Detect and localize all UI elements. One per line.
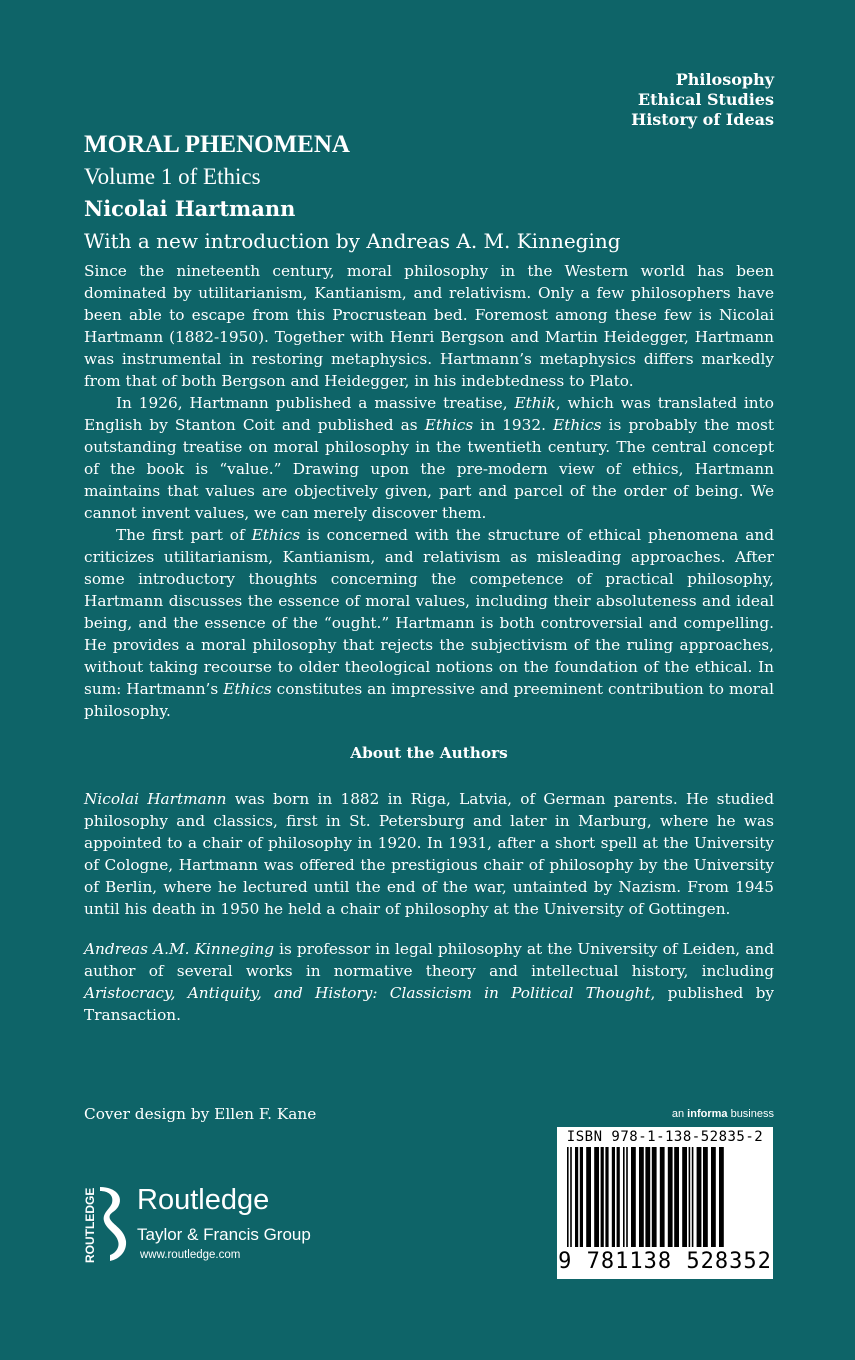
barcode-bar (612, 1147, 615, 1247)
italic-title: Ethics (223, 680, 272, 698)
description-paragraph-1: Since the nineteenth century, moral philosophy in the Western world has been dominated by utilitarianism, Kantianism, and relativism. Only a few philosophers have been able to escape from this Procrustean bed. Foremost among these few is Nicolai Hartmann (1882-1950). Together with Henri Bergson and Martin Heidegger, Hartmann was instrumental in restoring metaphysics. Hartmann’s metaphysics differs markedly from that of both Bergson and Heidegger, in his indebtedness to Plato. (84, 262, 774, 390)
description (84, 260, 774, 1026)
publisher-url: www.routledge.com (140, 1249, 241, 1261)
barcode-bar (645, 1147, 650, 1247)
book-title: MORAL PHENOMENA (84, 131, 350, 158)
introduction-credit: With a new introduction by Andreas A. M. Kinneging (84, 229, 621, 253)
italic-title: Ethics (251, 526, 301, 544)
description-paragraph-3 (84, 524, 774, 722)
routledge-logo (80, 1185, 340, 1265)
bio-name: Nicolai Hartmann (84, 790, 227, 808)
barcode-bar (692, 1147, 694, 1247)
italic-title: Ethics (424, 416, 474, 434)
barcode-bar (719, 1147, 724, 1247)
bio-name: Andreas A.M. Kinneging (84, 940, 274, 958)
text-span: The first part of (116, 526, 252, 544)
informa-prefix: an (671, 1108, 688, 1120)
barcode-bar (605, 1147, 608, 1247)
barcode-bar (660, 1147, 665, 1247)
barcode-bar (623, 1147, 625, 1247)
cover-design-credit: Cover design by Ellen F. Kane (84, 1105, 317, 1123)
bio-hartmann (84, 788, 774, 920)
italic-title: Ethics (553, 416, 602, 434)
barcode-bar (668, 1147, 673, 1247)
barcode-bar (626, 1147, 628, 1247)
isbn-digits: 9 781138 528352 (558, 1249, 772, 1274)
description-paragraph-2 (84, 392, 774, 524)
subject-history-of-ideas: History of Ideas (631, 110, 774, 129)
publisher-name: Routledge (137, 1184, 270, 1216)
barcode-bar (567, 1147, 569, 1247)
text-span: constitutes an impressive and preeminent contribution to moral philosophy. (84, 680, 774, 720)
informa-suffix: business (727, 1108, 774, 1120)
subject-ethical-studies: Ethical Studies (637, 90, 774, 109)
informa-tagline (672, 1108, 774, 1120)
informa-brand: informa (687, 1108, 728, 1120)
bio-text: , published by Transaction. (84, 984, 775, 1024)
barcode-bar (697, 1147, 702, 1247)
barcode-bar (575, 1147, 578, 1247)
main-content (84, 128, 774, 1044)
bio-text: was born in 1882 in Riga, Latvia, of German parents. He studied philosophy and classics, first in St. Petersburg and later in Marburg, where he was appointed to a chair of philosophy in 1920. In 1931, after a short spell at the University of Cologne, Hartmann was offered the prestigious chair of philosophy by the University of Berlin, where he lectured until the end of the war, untainted by Nazism. From 1945 until his death in 1950 he held a chair of philosophy at the University of Gottingen. (84, 790, 774, 918)
barcode-bar (617, 1147, 620, 1247)
text-span: , which was translated into English by Stanton Coit and published as (84, 394, 774, 434)
text-span: is probably the most outstanding treatise on moral philosophy in the twentieth century. The central concept of the book is “value.” Drawing upon the pre-modern view of ethics, Hartmann maintains that values are objectively given, part and parcel of the order of being. We cannot invent values, we can merely discover them. (84, 416, 774, 522)
barcode-bar (580, 1147, 583, 1247)
barcode-bar (689, 1147, 691, 1247)
barcode-bar (570, 1147, 572, 1247)
publisher-group: Taylor & Francis Group (137, 1225, 311, 1244)
isbn-label: ISBN 978-1-138-52835-2 (566, 1129, 764, 1145)
barcode-bar (652, 1147, 657, 1247)
bio-text: is professor in legal philosophy at the University of Leiden, and author of several works in normative theory and intellectual history, including (84, 940, 774, 980)
barcode-bar (631, 1147, 636, 1247)
subject-categories (631, 70, 774, 130)
text-span: in 1932. (473, 416, 554, 434)
barcode-bar (639, 1147, 644, 1247)
book-author: Nicolai Hartmann (84, 196, 296, 221)
about-authors-heading: About the Authors (350, 744, 508, 762)
barcode-bar (586, 1147, 591, 1247)
text-span: In 1926, Hartmann published a massive treatise, (116, 394, 515, 412)
barcode-bars (565, 1147, 765, 1251)
barcode-bar (711, 1147, 716, 1247)
bio-kinneging (84, 938, 774, 1026)
bio-book-title: Aristocracy, Antiquity, and History: Classicism in Political Thought (84, 984, 651, 1002)
italic-title: Ethik (514, 394, 556, 412)
book-subtitle: Volume 1 of Ethics (84, 164, 261, 189)
barcode-bar (703, 1147, 708, 1247)
barcode-bar (674, 1147, 679, 1247)
routledge-mark-icon (80, 1185, 130, 1265)
routledge-vertical-wordmark: ROUTLEDGE (83, 1187, 97, 1263)
subject-philosophy: Philosophy (675, 70, 774, 89)
barcode-bar (682, 1147, 687, 1247)
barcode-bar (601, 1147, 604, 1247)
isbn-barcode (557, 1127, 773, 1279)
barcode-bar (594, 1147, 599, 1247)
text-span: is concerned with the structure of ethical phenomena and criticizes utilitarianism, Kantianism, and relativism as misleading approaches. After some introductory thoughts concerning the competence of practical philosophy, Hartmann discusses the essence of moral values, including their absoluteness and ideal being, and the essence of the “ought.” Hartmann is both controversial and compelling. He provides a moral philosophy that rejects the subjectivism of the ruling approaches, without taking recourse to older theological notions on the foundation of the ethical. In sum: Hartmann’s (84, 526, 774, 698)
